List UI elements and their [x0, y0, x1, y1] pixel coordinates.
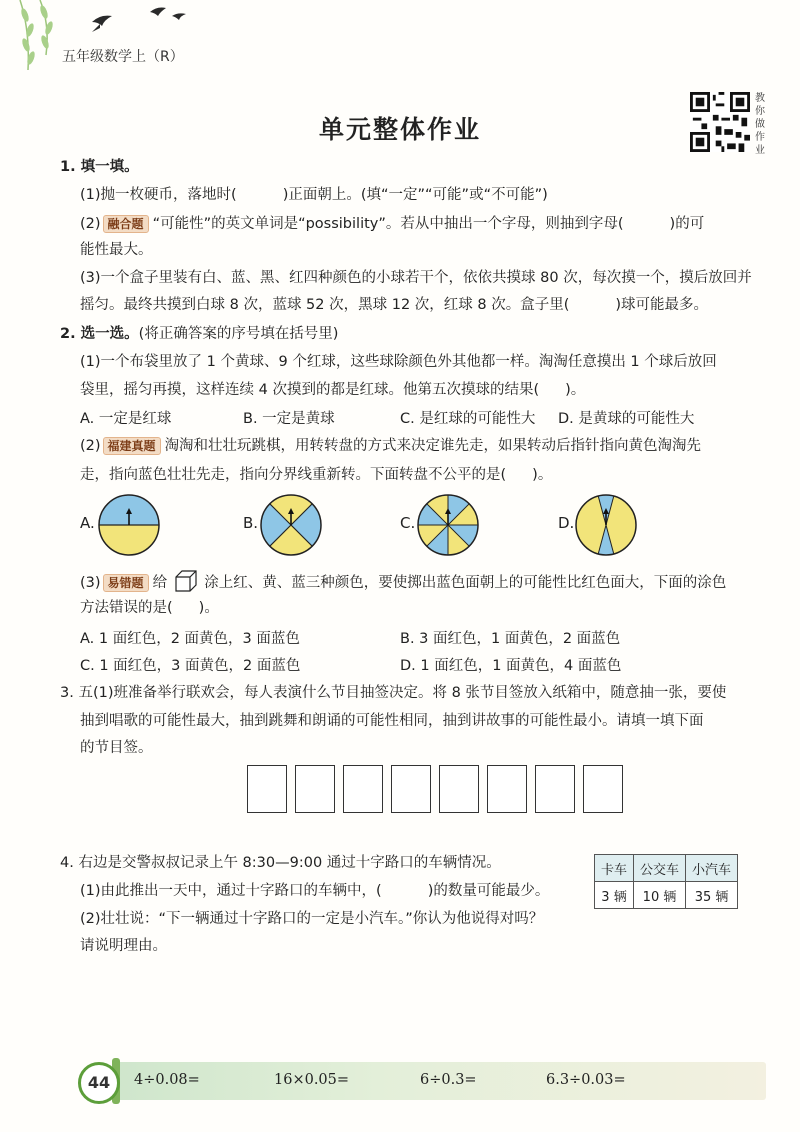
mental-calc: 6÷0.3= — [420, 1072, 477, 1088]
q3-line1: 3. 五(1)班准备举行联欢会，每人表演什么节目抽签决定。将 8 张节目签放入纸箱中，随意抽一张，要使 — [60, 685, 727, 701]
mental-calc: 4÷0.08= — [134, 1072, 200, 1088]
q2-p1-option-a[interactable]: A. 一定是红球 — [80, 411, 172, 427]
table-row — [595, 882, 738, 909]
q2-part3: (3) 易错题 给 涂上红、黄、蓝三种颜色，要使掷出蓝色面朝上的可能性比红色面大，下面的涂色 — [80, 570, 770, 593]
spinner-c-label: C. — [400, 514, 416, 532]
table-header-row — [595, 855, 738, 882]
q3-line2: 抽到唱歌的可能性最大，抽到跳舞和朗诵的可能性相同，抽到讲故事的可能性最小。请填一填下面 — [80, 713, 704, 729]
footer-bar — [78, 1058, 768, 1104]
q4-part1: (1)由此推出一天中，通过十字路口的车辆中，( )的数量可能最少。 — [80, 883, 550, 899]
spinner-b[interactable] — [259, 493, 323, 557]
cube-icon — [174, 570, 198, 592]
program-slip[interactable] — [487, 765, 527, 813]
q1-heading: 1. 填一填。 — [60, 159, 139, 175]
q2-part3-cont: 方法错误的是( )。 — [80, 600, 219, 616]
q2-p3-option-a[interactable]: A. 1 面红色，2 面黄色，3 面蓝色 — [80, 631, 300, 647]
page-title: 单元整体作业 — [318, 115, 481, 144]
page-number: 44 — [78, 1062, 120, 1104]
table-header: 小汽车 — [686, 855, 738, 882]
traffic-table — [594, 854, 738, 909]
table-cell: 10 辆 — [634, 882, 686, 909]
spinner-a-label: A. — [80, 514, 95, 532]
q2-part2-cont: 走，指向蓝色壮壮先走，指向分界线重新转。下面转盘不公平的是( )。 — [80, 467, 553, 483]
tag-badge: 融合题 — [103, 215, 149, 233]
tag-badge: 易错题 — [103, 574, 149, 592]
mental-calc: 6.3÷0.03= — [546, 1072, 626, 1088]
program-slip[interactable] — [583, 765, 623, 813]
q2-p1-option-d[interactable]: D. 是黄球的可能性大 — [558, 411, 695, 427]
program-slip[interactable] — [439, 765, 479, 813]
swallow-icon — [92, 16, 112, 32]
spinner-c[interactable] — [416, 493, 480, 557]
program-slip[interactable] — [391, 765, 431, 813]
q4-part2-cont: 请说明理由。 — [80, 938, 167, 954]
q2-heading: 2. 选一选。(将正确答案的序号填在括号里) — [60, 326, 339, 342]
table-header: 公交车 — [634, 855, 686, 882]
program-slip[interactable] — [343, 765, 383, 813]
q2-p3-option-b[interactable]: B. 3 面红色，1 面黄色，2 面蓝色 — [400, 631, 621, 647]
q2-p1-option-b[interactable]: B. 一定是黄球 — [243, 411, 335, 427]
q2-part2: (2) 福建真题 淘淘和壮壮玩跳棋，用转转盘的方式来决定谁先走，如果转动后指针指向黄色淘淘先 — [80, 438, 702, 454]
spinner-d[interactable] — [574, 493, 638, 557]
tag-badge: 福建真题 — [103, 437, 161, 455]
spinner-a[interactable] — [97, 493, 161, 557]
q1-part2: (2) 融合题 “可能性”的英文单词是“possibility”。若从中抽出一个字母，则抽到字母( )的可 — [80, 216, 705, 232]
q2-p1-option-c[interactable]: C. 是红球的可能性大 — [400, 411, 536, 427]
program-slip[interactable] — [535, 765, 575, 813]
swallow-icon-small — [150, 8, 186, 21]
spinner-d-label: D. — [558, 514, 575, 532]
qr-caption: 教你做作业 — [755, 93, 765, 156]
program-slips — [247, 765, 623, 813]
table-cell: 35 辆 — [686, 882, 738, 909]
q2-part1: (1)一个布袋里放了 1 个黄球、9 个红球，这些球除颜色外其他都一样。淘淘任意摸出 1 个球后放回 — [80, 354, 717, 370]
q1-part3: (3)一个盒子里装有白、蓝、黑、红四种颜色的小球若干个，依依共摸球 80 次，每次摸一个，摸后放回并 — [80, 270, 752, 286]
table-cell: 3 辆 — [595, 882, 634, 909]
table-header: 卡车 — [595, 855, 634, 882]
q1-part1: (1)抛一枚硬币，落地时( )正面朝上。(填“一定”“可能”或“不可能”) — [80, 187, 548, 203]
program-slip[interactable] — [247, 765, 287, 813]
q2-p3-option-c[interactable]: C. 1 面红色，3 面黄色，2 面蓝色 — [80, 658, 301, 674]
q4-part2: (2)壮壮说：“下一辆通过十字路口的一定是小汽车。”你认为他说得对吗？ — [80, 911, 544, 927]
q2-p3-option-d[interactable]: D. 1 面红色，1 面黄色，4 面蓝色 — [400, 658, 622, 674]
q1-part3-cont: 摇匀。最终共摸到白球 8 次，蓝球 52 次，黑球 12 次，红球 8 次。盒子里( )球可能最多。 — [80, 297, 709, 313]
mental-calc: 16×0.05= — [274, 1072, 350, 1088]
q3-line3: 的节目签。 — [80, 740, 153, 756]
spinner-b-label: B. — [243, 514, 259, 532]
program-slip[interactable] — [295, 765, 335, 813]
q4-line1: 4. 右边是交警叔叔记录上午 8:30—9:00 通过十字路口的车辆情况。 — [60, 855, 501, 871]
q2-part1-cont: 袋里，摇匀再摸，这样连续 4 次摸到的都是红球。他第五次摸球的结果( )。 — [80, 382, 586, 398]
book-title: 五年级数学上（R） — [62, 49, 184, 65]
q1-part2-cont: 能性最大。 — [80, 242, 153, 258]
